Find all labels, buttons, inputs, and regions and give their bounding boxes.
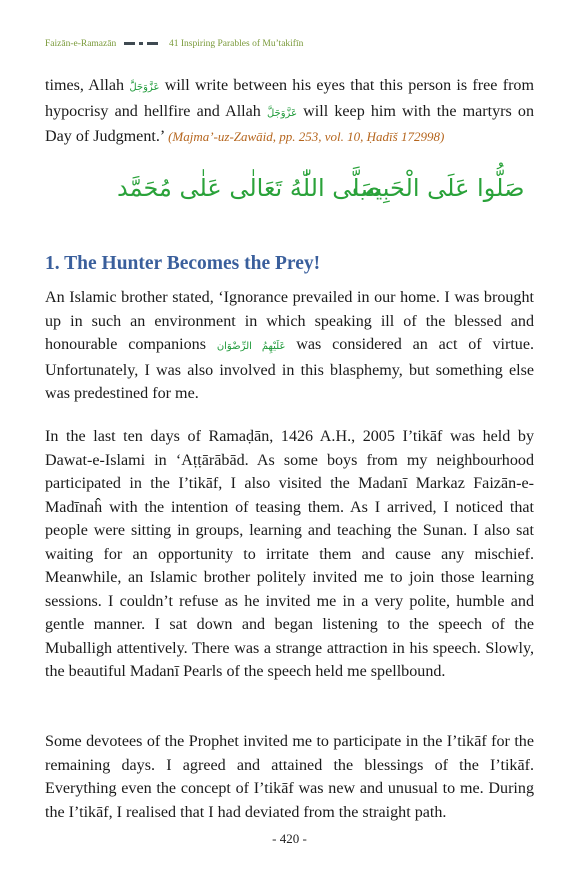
paragraph-1: An Islamic brother stated, ‘Ignorance prevailed in our home. I was brought up in such an environment in which speaking ill of the blessed and honourable companions عَلَيْهِمُ الرِّضْوَان was considered an act of virtue. Unfortunately, I was also involved in this blasphemy, but something else was predestined for me. (45, 289, 535, 402)
page-number: - 420 - (272, 831, 307, 846)
salawat-left: صَلَّى اللّٰهُ تَعَالٰى عَلٰى مُحَمَّد (117, 174, 381, 202)
paragraph-3: Some devotees of the Prophet invited me to participate in the I’tikāf for the remaining days. I agreed and attained the blessings of the I’tikāf. Everything even the concept of I’tikāf was new and unusual to me. During the I’tikāf, I realised that I had deviated from the straight path. (45, 733, 534, 821)
honorific-arabic: عَلَيْهِمُ الرِّضْوَان (216, 341, 286, 352)
salawat-line (0, 174, 579, 214)
honorific-arabic: عَزَّوَجَلَّ (129, 82, 160, 93)
section-heading: 1. The Hunter Becomes the Prey! (45, 253, 321, 274)
citation: (Majma’-uz-Zawāid, pp. 253, vol. 10, Ḥadīš 172998) (168, 129, 445, 144)
salawat-right: صَلُّوا عَلَى الْحَبِيب (352, 174, 525, 202)
header-separator (124, 39, 162, 49)
chapter-title: 41 Inspiring Parables of Mu’takifīn (168, 39, 304, 50)
honorific-arabic: عَزَّوَجَلَّ (266, 107, 298, 119)
running-header (45, 39, 535, 49)
paragraph-2: In the last ten days of Ramaḍān, 1426 A.H., 2005 I’tikāf was held by Dawat-e-Islami in ‘Aṭṭārābād. As some boys from my neighbourhood participated in the I’tikāf, I also visited the Madanī Markaz Faizān-e-Madīnaĥ with the intention of teasing them. As I arrived, I noticed that people were sitting in groups, learning and teaching the Sunan. I also sat waiting for an opportunity to irritate them and cause any mischief. Meanwhile, an Islamic brother politely invited me to join those learning sessions. I couldn’t refuse as he invited me in a very polite, humble and gentle manner. I sat down and began listening to the speech of the Muballigh attentively. There was a strange attraction in his speech. Slowly, the beautiful Madanī Pearls of the speech held me spellbound. (45, 428, 534, 680)
book-title: Faizān-e-Ramazān (45, 39, 117, 50)
intro-paragraph: times, Allah عَزَّوَجَلَّ will write between his eyes that this person is free from hypocrisy and hellfire and Allah عَزَّوَجَلَّ will keep him with the martyrs on Day of Judgment.’ (Majma’-uz-Zawāid, pp. 253, vol. 10, Ḥadīš 172998) (45, 77, 535, 145)
